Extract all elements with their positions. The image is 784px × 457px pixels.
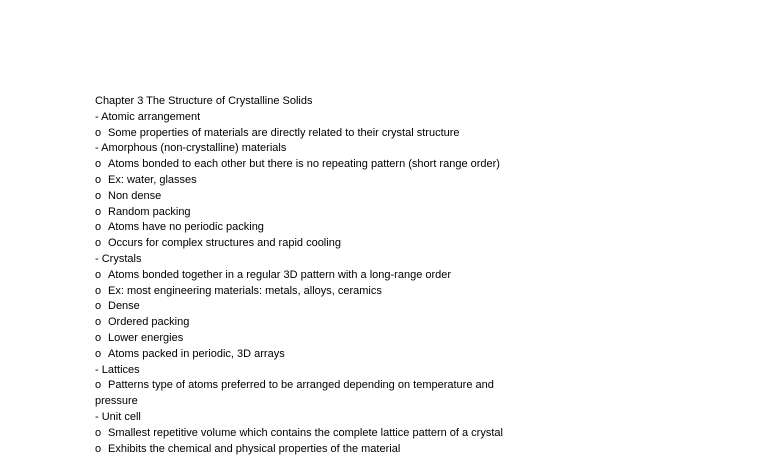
bullet-item [95, 173, 535, 189]
bullet-item [95, 126, 535, 142]
bullet-text: Occurs for complex structures and rapid cooling [108, 237, 341, 250]
bullet-marker: o [95, 268, 102, 281]
bullet-marker: o [95, 126, 102, 139]
bullet-item [95, 268, 535, 284]
bullet-item [95, 220, 535, 236]
bullet-marker: o [95, 300, 102, 313]
bullet-marker: o [95, 237, 102, 250]
bullet-text: Some properties of materials are directly related to their crystal structure [108, 126, 460, 139]
bullet-marker: o [95, 379, 102, 392]
document-lines [95, 110, 535, 457]
bullet-marker: o [95, 189, 102, 202]
bullet-marker: o [95, 426, 102, 439]
chapter-title: Chapter 3 The Structure of Crystalline Solids [95, 95, 313, 107]
section-heading: - Lattices [95, 363, 140, 376]
bullet-marker: o [95, 347, 102, 360]
document-body [95, 94, 535, 457]
section-heading: - Amorphous (non-crystalline) materials [95, 142, 287, 155]
bullet-text: Random packing [108, 205, 191, 218]
bullet-item [95, 378, 535, 394]
bullet-item [95, 205, 535, 221]
bullet-item [95, 442, 535, 457]
bullet-item [95, 236, 535, 252]
section-heading: - Unit cell [95, 410, 141, 423]
bullet-item [95, 189, 535, 205]
bullet-item [95, 315, 535, 331]
bullet-text: Ordered packing [108, 316, 190, 329]
bullet-item [95, 426, 535, 442]
bullet-text: Atoms have no periodic packing [108, 221, 264, 234]
bullet-marker: o [95, 205, 102, 218]
bullet-text: Smallest repetitive volume which contains the complete lattice pattern of a crystal [108, 426, 503, 439]
bullet-text: Dense [108, 300, 140, 313]
bullet-text: Atoms bonded to each other but there is no repeating pattern (short range order) [108, 158, 500, 171]
bullet-text: Exhibits the chemical and physical properties of the material [108, 442, 401, 455]
bullet-marker: o [95, 221, 102, 234]
bullet-item [95, 347, 535, 363]
bullet-item [95, 299, 535, 315]
bullet-marker: o [95, 442, 102, 455]
bullet-text: Patterns type of atoms preferred to be arranged depending on temperature and [108, 379, 494, 392]
bullet-text: Atoms packed in periodic, 3D arrays [108, 347, 285, 360]
bullet-marker: o [95, 284, 102, 297]
bullet-text: Ex: water, glasses [108, 173, 197, 186]
bullet-marker: o [95, 173, 102, 186]
bullet-item [95, 157, 535, 173]
section-heading: - Crystals [95, 252, 142, 265]
bullet-text: Non dense [108, 189, 162, 202]
bullet-marker: o [95, 331, 102, 344]
bullet-item [95, 284, 535, 300]
bullet-marker: o [95, 158, 102, 171]
bullet-marker: o [95, 316, 102, 329]
bullet-text: Lower energies [108, 331, 184, 344]
bullet-text: Atoms bonded together in a regular 3D pattern with a long-range order [108, 268, 452, 281]
continuation-text: pressure [95, 395, 138, 408]
bullet-text: Ex: most engineering materials: metals, alloys, ceramics [108, 284, 382, 297]
section-heading: - Atomic arrangement [95, 110, 201, 123]
bullet-item [95, 331, 535, 347]
